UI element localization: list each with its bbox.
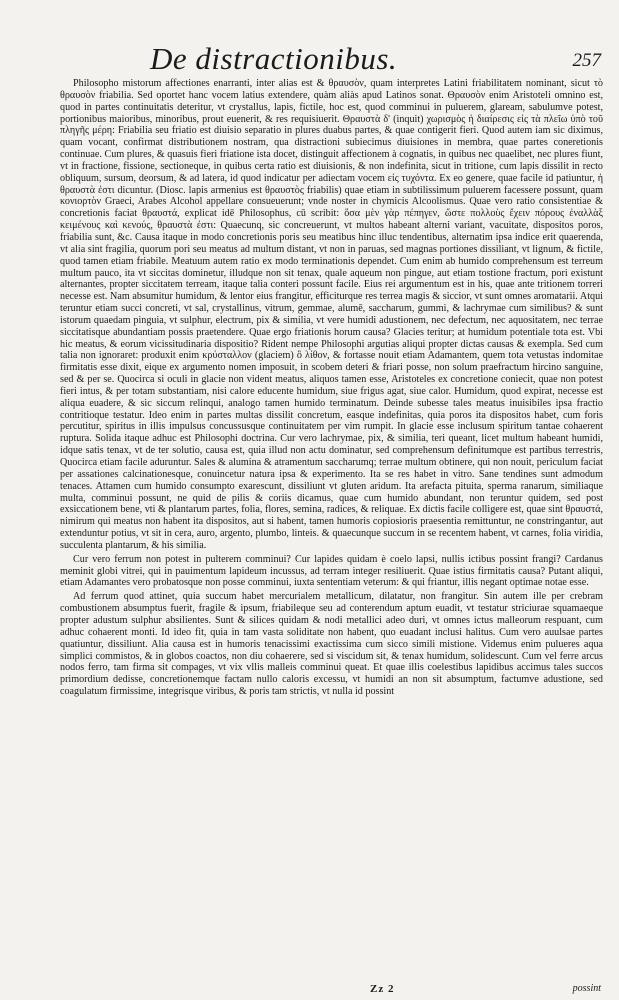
paragraph-2: Cur vero ferrum non potest in pulterem comminui? Cur lapides quidam è coelo lapsi, nullis ictibus possint frangi? Cardanus meminit globi vitrei, qui in pauimentum lapideum incussus, ad terram integer resiliuerit. Quae istius firmitatis causa? Putant aliqui, etiam Adamantes vero probatosque non posse comminui, iuxta sententiam veterum: & qui friantur, illis negant optimae notae esse.: [60, 553, 603, 589]
paragraph-1: Philosopho mistorum affectiones enarranti, inter alias est & θραυσὸν, quam interpretes Latini friabilitatem nominant, sicut τὸ θραυσὸν friabilia. Sed oportet hanc vocem latius extendere, quàm aliàs apud Latinos sonat. Θραυσὸν enim Aristoteli omnino est, quod in partes continuitatis deteritur, vt crystallus, lapis, fictile, hoc est, quod comminui in puluerem, glaream, sabulumve potest, portionibus maioribus, minoribus, prout euenerit, & res requisiuerit. Θραυστὰ δ' (inquit) χωρισμὸς ἡ διαίρεσις εἰς τὰ πλεῖω ὑπὸ τοῦ πληγῆς μέρη: Friabilia seu friatio est diuisio separatio in plures duabus partes, & quae contigerit fieri. Quod autem iam sic diximus, quam vocant, confirmat distributionem nostram, qua distractioni subiecimus diuisiones in membra, quae partes coneretionis continuae. Cum plures, & quasuis fieri friatione ista docet, distinguit affectionem à cognatis, in quibus nec quaelibet, nec plures fiunt, vt in fractione, fissione, sectioneque, in quibus certa ratio est diuisionis, & non indefinita, sicut in tritione, cum lapis dissilit in recto obliquum, sursum, deorsum, & ad latera, id quod indicatur per adiectam vocem εἰς τυχόντα. Ex eo genere, quae facile id patiuntur, ἡ θραυστὰ ἐστι dicuntur. (Diosc. lapis armenius est θραυστὸς friabilis) quae etiam in subtilissimum puluerem facessere possunt, quam κονιορτὸν Graeci, Arabes Alcohol appellare consueuerunt; vnde noster in chymicis Alcoolismus. Quae vero ratio consistentiae & concretionis faciat θραυστά, explicat idē Philosophus, cū scribit: ὅσα μὲν γὰρ πέπηγεν, ὥστε πολλοὺς ἔχειν πόρους ἐναλλὰξ κειμένους καὶ κενούς, θραυστὰ ἐστι: Quaecunq, sic concreuerunt, vt multos habeant alterni variant, vacuitate, dispositos poros, friabilia sunt, &c. Causa itaque in modo concretionis poris seu meatibus hinc illuc tendentibus, alternatim ipsa indice erit quaerenda, vt alia sint fragilia, quorum pori seu meatus ad multum distant, vt non in paruas, sed magnas portiones dissiliant, vt lignum, & fictile, quod tamen etiam friabile. Meatuum autem ratio ex modo terminationis dependet. Cum enim ab humido comprehensum est terreum multum pauco, ita vt siccitas dominetur, illudque non sit tenax, quale aqueum non pingue, aut etiam tostione fractum, pori existunt alternantes, propter siccitatem terream, itaque talia conteri possunt facile. Eius rei argumentum est in his, quae ante tritionem torreri necesse est. Nam absumitur humidum, & lentor eius frangitur, efficiturque res terrea magis & siccior, vt sunt omnes aromatarii. Atqui teruntur etiam succi concreti, vt sal, crystallinus, vitrum, gemmae, alumē, saccharum, gummi, & lachrymae cum similibus? & sunt istorum quaedam pinguia, vt sulphur, electrum, pix & similia, vt vere humidi adustionem, nec defectum, nec aquositatem, nec terrae siccitatisque abundantiam possis praetendere. Quae ergo friationis horum causa? Glacies teritur; at humidum potentiale tota est. Vbi hic meatus, & eorum vicissitudinaria dispositio? Rident nempe Philosophi argutias aliqui propter dictas causas & exempla. Sed cum talia non ignoraret: produxit enim κρύσταλλον (glaciem) ὃ λίθον, & fortasse nouit etiam Adamantem, quem tota vetustas indomitae firmitatis esse dixit, eique ex argumento nomen imposuit, in scobem deteri & friari posse, non solum praefractum hircino sanguine, sed & per se. Quocirca si oculi in glacie non vident meatus, aliquos tamen esse, Aristoteles ex concretione coniecit, quae non potest fieri intus, & per totam substantiam, nisi calore educente humidum, siue frigus agat, siue calor. Humidum, quod expirat, necesse est aliqua euadere, & sic siccum relinqui, analogo tamen humido terminatum. Deinde subesse tales meatus inuisibiles ipsa fractio contritioque testatur. Ideo enim in partes multas dissilit concretum, easque indefinitas, quia poros ita dispositos habet, cum foris percutitur, spiritus in illis impulsus concussusque continuitatem per vim rumpit. In glacie esse inclusum spiritum tantae cohaerent ruptura. Solida itaque adhuc est Philosophi doctrina. Cur vero lachrymae, pix, & similia, teri queant, licet multum habeant humidi, idque satis tenax, vt de ter solutio, causa est, quia illud non actu dominatur, sed comprehensum definitumque est partibus terrestris, Quocirca etiam facile aduruntur. Sales & alumina & atramentum saccharumq; terrae multum obtinere, qui non nouit, periculum faciat per assationes calcinationesque, conuincetur natura ipsa & experimento. Ita se res habet in vitro. Sane tendines sunt admodum tenaces. Attamen cum humido consumpto exarescunt, dissiliunt vt gluten aridum. Ita arefacta pituita, sperma ranarum, similiaque multa, comminui possunt, ne quid de pilis & coriis dicamus, quae cum humido abundant, non teruntur quidem, sed post exsiccationem bene, vti & plantarum partes, folia, flores, semina, radices, & reliquae. Ex dictis facile colligere est, quae sint θραυστά, nimirum qui meatus non habent ita dispositos, aut si habent, tamen humoris copiosioris praesentia remittuntur, ne constringantur, aut extenduntur potius, vt sit in cera, auro, argento, plumbo, linteis. & quaecunque succum in se recentem habent, vt carnes, folia viridia, succulenta plantarum, & his similia.: [60, 78, 603, 551]
page-number: 257: [572, 50, 601, 71]
running-title: De distractionibus.: [150, 41, 398, 76]
catchword: possint: [572, 983, 601, 994]
body-text: [60, 78, 603, 700]
signature-mark: Zz 2: [370, 983, 395, 995]
paragraph-3: Ad ferrum quod attinet, quia succum habet mercurialem metallicum, dilatatur, non frangitur. Sin autem ille per crebram combustionem absumptus fuerit, fragile & ipsum, friabileque seu ad conterendum aptum euadit, vt testatur striciurae squamaeque propter adustum sulphur absilientes. Sunt & silices quidam & nodi metallici adeo duri, vt omnes ictus malleorum respuant, cum adhuc cohaerent monti. Id ideo fit, quia in tam vasta soliditate non habent, quo euadant inclusi halitus. Cum vero auulsae partes quatiuntur, dissiliunt. Alia causa est in humoris tenacissimi exactissima cum sicco simili mistione. Videmus enim pulueres aqua simplici commistos, & in globos coactos, non diu cohaerere, sed si viscidum sit, & tenax humidum, solidescunt. Cum vel ferre arcus nodos ferro, tam firma sit compages, vt vix vllis malleis comminui queat. Et quae illis coelestibus lapidibus accimus tales succos primordium dedisse, concretionemque factam nullo caloris excessu, vt humidi an non sit absumptum, factumve adustione, sed coagulatum firmissime, integrisque viribus, & poris tam strictis, vt nulla id possint: [60, 591, 603, 698]
page-header: [0, 42, 619, 76]
